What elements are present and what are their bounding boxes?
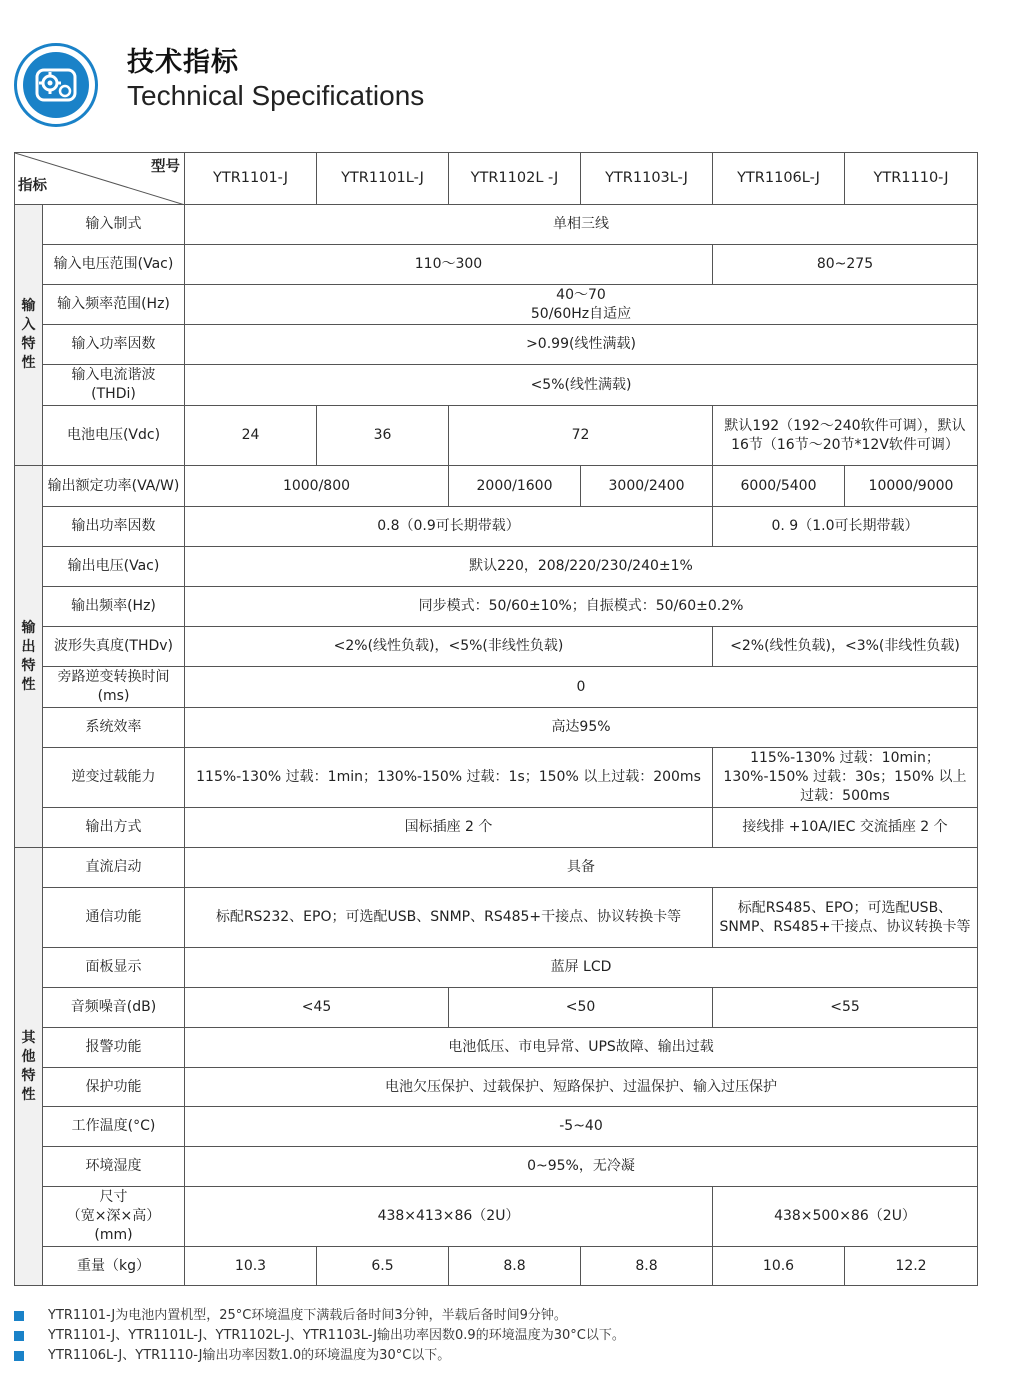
table-row <box>15 245 978 285</box>
table-row <box>15 1247 978 1286</box>
table-cell: 高达95% <box>185 708 978 748</box>
table-cell: <50 <box>449 988 713 1028</box>
table-row <box>15 1068 978 1107</box>
footnote-text: YTR1106L-J、YTR1110-J输出功率因数1.0的环境温度为30°C以下。 <box>48 1348 451 1363</box>
row-label: 输入电压范围(Vac) <box>43 245 185 285</box>
group-label-input: 输入特性 <box>15 205 43 466</box>
table-row <box>15 888 978 948</box>
footnote-text: YTR1101-J为电池内置机型，25°C环境温度下满载后备时间3分钟，半载后备时间9分钟。 <box>48 1308 567 1323</box>
model-header: YTR1110-J <box>845 153 978 205</box>
table-row <box>15 627 978 667</box>
table-row <box>15 406 978 466</box>
table-cell: 电池低压、市电异常、UPS故障、输出过载 <box>185 1028 978 1068</box>
table-cell: 标配RS485、EPO；可选配USB、SNMP、RS485+干接点、协议转换卡等 <box>713 888 978 948</box>
table-row <box>15 507 978 547</box>
table-cell: 10.3 <box>185 1247 317 1286</box>
table-cell: <5%(线性满载) <box>185 365 978 406</box>
row-label: 输出电压(Vac) <box>43 547 185 587</box>
row-label: 重量（kg） <box>43 1247 185 1286</box>
cell-line: 40～70 <box>556 286 606 303</box>
spec-logo-icon <box>14 43 98 127</box>
table-cell: 0 <box>185 667 978 708</box>
row-label <box>43 1187 185 1247</box>
row-label <box>43 365 185 406</box>
table-cell: 110～300 <box>185 245 713 285</box>
corner-index-label: 指标 <box>18 178 47 194</box>
table-row <box>15 1028 978 1068</box>
row-label: 工作温度(°C) <box>43 1107 185 1147</box>
row-label: 输入功率因数 <box>43 325 185 365</box>
row-label: 逆变过载能力 <box>43 748 185 808</box>
table-cell: 12.2 <box>845 1247 978 1286</box>
group-label-output: 输出特性 <box>15 466 43 848</box>
table-cell: 电池欠压保护、过载保护、短路保护、过温保护、输入过压保护 <box>185 1068 978 1107</box>
table-cell: 具备 <box>185 848 978 888</box>
table-row <box>15 848 978 888</box>
table-row <box>15 748 978 808</box>
row-label-line: (mm) <box>94 1227 133 1243</box>
row-label: 环境湿度 <box>43 1147 185 1187</box>
table-cell: 默认192（192～240软件可调），默认16节（16节～20节*12V软件可调） <box>713 406 978 466</box>
row-label: 通信功能 <box>43 888 185 948</box>
cell-line: 50/60Hz自适应 <box>530 305 632 322</box>
row-label: 面板显示 <box>43 948 185 988</box>
table-cell: 8.8 <box>449 1247 581 1286</box>
row-label: 波形失真度(THDv) <box>43 627 185 667</box>
table-cell: 36 <box>317 406 449 466</box>
table-row <box>15 708 978 748</box>
row-label: 输出频率(Hz) <box>43 587 185 627</box>
row-label: 输入频率范围(Hz) <box>43 285 185 325</box>
table-cell: 80~275 <box>713 245 978 285</box>
table-cell: 默认220，208/220/230/240±1% <box>185 547 978 587</box>
table-cell: 72 <box>449 406 713 466</box>
table-row <box>15 667 978 708</box>
row-label: 保护功能 <box>43 1068 185 1107</box>
table-row <box>15 365 978 406</box>
model-header: YTR1106L-J <box>713 153 845 205</box>
table-cell: 10000/9000 <box>845 466 978 507</box>
table-cell: <2%(线性负载)，<3%(非线性负载) <box>713 627 978 667</box>
corner-model-label: 型号 <box>151 159 180 175</box>
table-cell: <55 <box>713 988 978 1028</box>
table-cell: 6.5 <box>317 1247 449 1286</box>
row-label: 电池电压(Vdc) <box>43 406 185 466</box>
table-cell: 国标插座 2 个 <box>185 808 713 848</box>
corner-cell <box>15 153 185 205</box>
table-cell: 8.8 <box>581 1247 713 1286</box>
table-cell: 6000/5400 <box>713 466 845 507</box>
table-cell: 0.8（0.9可长期带载） <box>185 507 713 547</box>
bullet-square-icon <box>14 1311 24 1321</box>
row-label: 输出功率因数 <box>43 507 185 547</box>
table-cell: <2%(线性负载)，<5%(非线性负载) <box>185 627 713 667</box>
table-cell: 接线排 +10A/IEC 交流插座 2 个 <box>713 808 978 848</box>
table-cell: 115%-130% 过载：1min；130%-150% 过载：1s；150% 以上过载：200ms <box>185 748 713 808</box>
table-cell: 3000/2400 <box>581 466 713 507</box>
table-header-row <box>15 153 978 205</box>
row-label: 音频噪音(dB) <box>43 988 185 1028</box>
table-cell: 2000/1600 <box>449 466 581 507</box>
bullet-square-icon <box>14 1351 24 1361</box>
page-title-en: Technical Specifications <box>127 80 425 111</box>
table-cell: 438×500×86（2U） <box>713 1187 978 1247</box>
table-row <box>15 587 978 627</box>
footnotes <box>14 1306 625 1366</box>
table-cell: 1000/800 <box>185 466 449 507</box>
model-header: YTR1101L-J <box>317 153 449 205</box>
table-row <box>15 948 978 988</box>
table-cell: 115%-130% 过载：10min；130%-150% 过载：30s；150% 以上过载：500ms <box>713 748 978 808</box>
row-label: 输出方式 <box>43 808 185 848</box>
table-cell: 单相三线 <box>185 205 978 245</box>
table-row <box>15 285 978 325</box>
row-label-line: 输入电流谐波 <box>71 367 156 383</box>
table-cell: 438×413×86（2U） <box>185 1187 713 1247</box>
table-cell: 0. 9（1.0可长期带载） <box>713 507 978 547</box>
table-cell: >0.99(线性满载) <box>185 325 978 365</box>
spec-table <box>14 152 978 1286</box>
row-label: 报警功能 <box>43 1028 185 1068</box>
row-label: 直流启动 <box>43 848 185 888</box>
model-header: YTR1102L -J <box>449 153 581 205</box>
table-cell: -5~40 <box>185 1107 978 1147</box>
table-cell: 标配RS232、EPO；可选配USB、SNMP、RS485+干接点、协议转换卡等 <box>185 888 713 948</box>
row-label: 旁路逆变转换时间(ms) <box>43 667 185 708</box>
group-label-other: 其他特性 <box>15 848 43 1286</box>
table-row <box>15 808 978 848</box>
table-cell: 同步模式：50/60±10%；自振模式：50/60±0.2% <box>185 587 978 627</box>
table-cell: 24 <box>185 406 317 466</box>
table-cell: 0~95%，无冷凝 <box>185 1147 978 1187</box>
row-label-line: （宽×深×高） <box>66 1208 161 1224</box>
table-row <box>15 325 978 365</box>
footnote-text: YTR1101-J、YTR1101L-J、YTR1102L-J、YTR1103L-J输出功率因数0.9的环境温度为30°C以下。 <box>48 1328 625 1343</box>
footnote-item <box>14 1326 625 1346</box>
footnote-item <box>14 1306 625 1326</box>
table-row <box>15 1147 978 1187</box>
table-row <box>15 547 978 587</box>
table-row <box>15 988 978 1028</box>
table-cell: 蓝屏 LCD <box>185 948 978 988</box>
model-header: YTR1101-J <box>185 153 317 205</box>
row-label: 输入制式 <box>43 205 185 245</box>
table-cell <box>185 285 978 325</box>
page-title-cn: 技术指标 <box>127 47 239 78</box>
bullet-square-icon <box>14 1331 24 1341</box>
row-label: 输出额定功率(VA/W) <box>43 466 185 507</box>
row-label-line: (THDi) <box>91 386 136 402</box>
model-header: YTR1103L-J <box>581 153 713 205</box>
table-cell: <45 <box>185 988 449 1028</box>
footnote-item <box>14 1346 625 1366</box>
row-label: 系统效率 <box>43 708 185 748</box>
table-cell: 10.6 <box>713 1247 845 1286</box>
table-row <box>15 466 978 507</box>
table-row <box>15 1107 978 1147</box>
table-row <box>15 205 978 245</box>
table-row <box>15 1187 978 1247</box>
row-label-line: 尺寸 <box>99 1189 128 1205</box>
